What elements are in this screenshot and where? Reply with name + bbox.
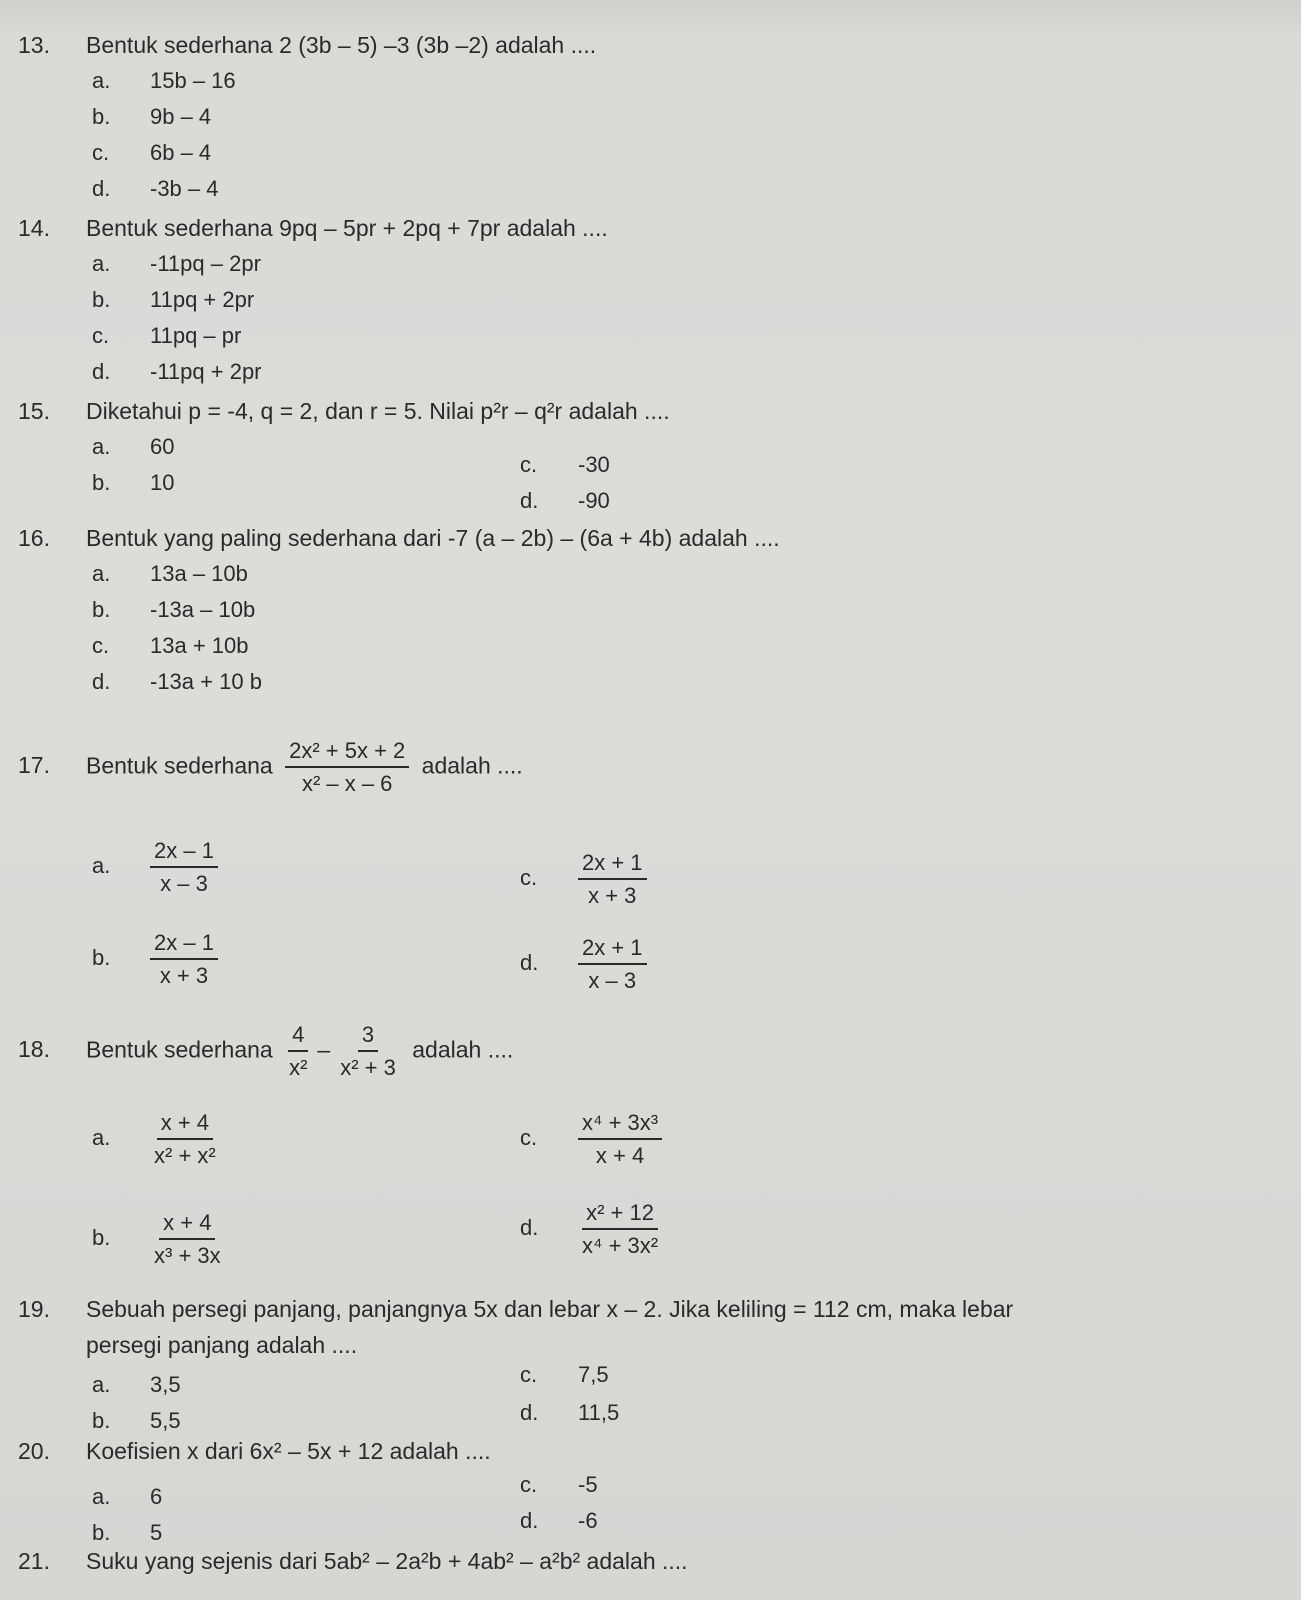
question-20 — [18, 1438, 491, 1465]
question-fraction-2: $\frac{3}{\text{x² + 3}}$ — [340, 1022, 396, 1081]
question-number: 19. — [18, 1296, 50, 1322]
option-17c: c. $\frac{2x + 1}{x + 3}$ — [520, 850, 653, 909]
option-15d: d. -90 — [520, 488, 610, 513]
question-14 — [18, 215, 608, 242]
option-20b: b. 5 — [92, 1520, 163, 1545]
option-13b: b. 9b – 4 — [92, 104, 212, 129]
question-number: 14. — [18, 215, 50, 241]
option-18b: b. $\frac{x + 4}{\text{x³ + 3x}}$ — [92, 1210, 221, 1269]
question-text: Suku yang sejenis dari 5ab² – 2a²b + 4ab² – a²b² adalah .... — [86, 1548, 688, 1574]
question-number: 20. — [18, 1438, 50, 1464]
option-14d: d. -11pq + 2pr — [92, 359, 262, 384]
question-15 — [18, 398, 670, 425]
option-15b: b. 10 — [92, 470, 175, 495]
option-13d: d. -3b – 4 — [92, 176, 219, 201]
question-19 — [18, 1296, 1013, 1323]
option-18c: c. $\frac{\text{x⁴ + 3x³}}{x + 4}$ — [520, 1110, 668, 1169]
question-fraction: $\frac{\text{2x² + 5x + 2}}{\text{x² – x – 6}}$ — [285, 738, 409, 797]
question-number: 21. — [18, 1548, 50, 1574]
option-19a: a. 3,5 — [92, 1372, 181, 1397]
option-16c: c. 13a + 10b — [92, 633, 249, 658]
question-13 — [18, 32, 596, 59]
question-number: 16. — [18, 525, 50, 551]
option-17b: b. $\frac{2x - 1}{x + 3}$ — [92, 930, 224, 989]
option-14c: c. 11pq – pr — [92, 323, 242, 348]
question-fraction-1: $\frac{4}{\text{x²}}$ — [289, 1022, 308, 1081]
option-19b: b. 5,5 — [92, 1408, 181, 1433]
question-number: 15. — [18, 398, 50, 424]
option-16d: d. -13a + 10 b — [92, 669, 262, 694]
question-19-line-2: persegi panjang adalah .... — [86, 1332, 358, 1358]
option-17d: d. $\frac{2x + 1}{x - 3}$ — [520, 935, 653, 994]
option-20d: d. -6 — [520, 1508, 598, 1533]
question-18: 18. Bentuk sederhana $\frac{4}{\text{x²}}$ – $\frac{3}{\text{x² + 3}}$ adalah .... — [18, 1022, 514, 1081]
option-14b: b. 11pq + 2pr — [92, 287, 255, 312]
question-text: Bentuk sederhana 9pq – 5pr + 2pq + 7pr adalah .... — [86, 215, 608, 241]
question-21 — [18, 1548, 688, 1575]
question-text: Diketahui p = -4, q = 2, dan r = 5. Nilai p²r – q²r adalah .... — [86, 398, 670, 424]
question-17: 17. Bentuk sederhana $\frac{\text{2x² + 5x + 2}}{\text{x² – x – 6}}$ adalah .... — [18, 738, 523, 797]
option-17a: a. $\frac{2x - 1}{x - 3}$ — [92, 838, 224, 897]
option-19d: d. 11,5 — [520, 1400, 620, 1425]
question-number: 13. — [18, 32, 50, 58]
option-19c: c. 7,5 — [520, 1362, 609, 1387]
option-20a: a. 6 — [92, 1484, 163, 1509]
option-18d: d. $\frac{\text{x² + 12}}{\text{x⁴ + 3x²}}$ — [520, 1200, 659, 1259]
option-15a: a. 60 — [92, 434, 175, 459]
question-number: 18. — [18, 1036, 50, 1063]
question-number: 17. — [18, 752, 50, 779]
option-13a: a. 15b – 16 — [92, 68, 236, 93]
question-text: Bentuk sederhana 2 (3b – 5) –3 (3b –2) adalah .... — [86, 32, 597, 58]
option-16a: a. 13a – 10b — [92, 561, 248, 586]
option-20c: c. -5 — [520, 1472, 598, 1497]
option-15c: c. -30 — [520, 452, 610, 477]
option-13c: c. 6b – 4 — [92, 140, 212, 165]
option-14a: a. -11pq – 2pr — [92, 251, 261, 276]
question-text: Koefisien x dari 6x² – 5x + 12 adalah .... — [86, 1438, 491, 1464]
question-text: Bentuk yang paling sederhana dari -7 (a – 2b) – (6a + 4b) adalah .... — [86, 525, 780, 551]
option-16b: b. -13a – 10b — [92, 597, 256, 622]
option-18a: a. $\frac{x + 4}{\text{x² + x²}}$ — [92, 1110, 216, 1169]
question-16 — [18, 525, 780, 552]
question-text: Sebuah persegi panjang, panjangnya 5x dan lebar x – 2. Jika keliling = 112 cm, maka lebar — [86, 1296, 1014, 1322]
